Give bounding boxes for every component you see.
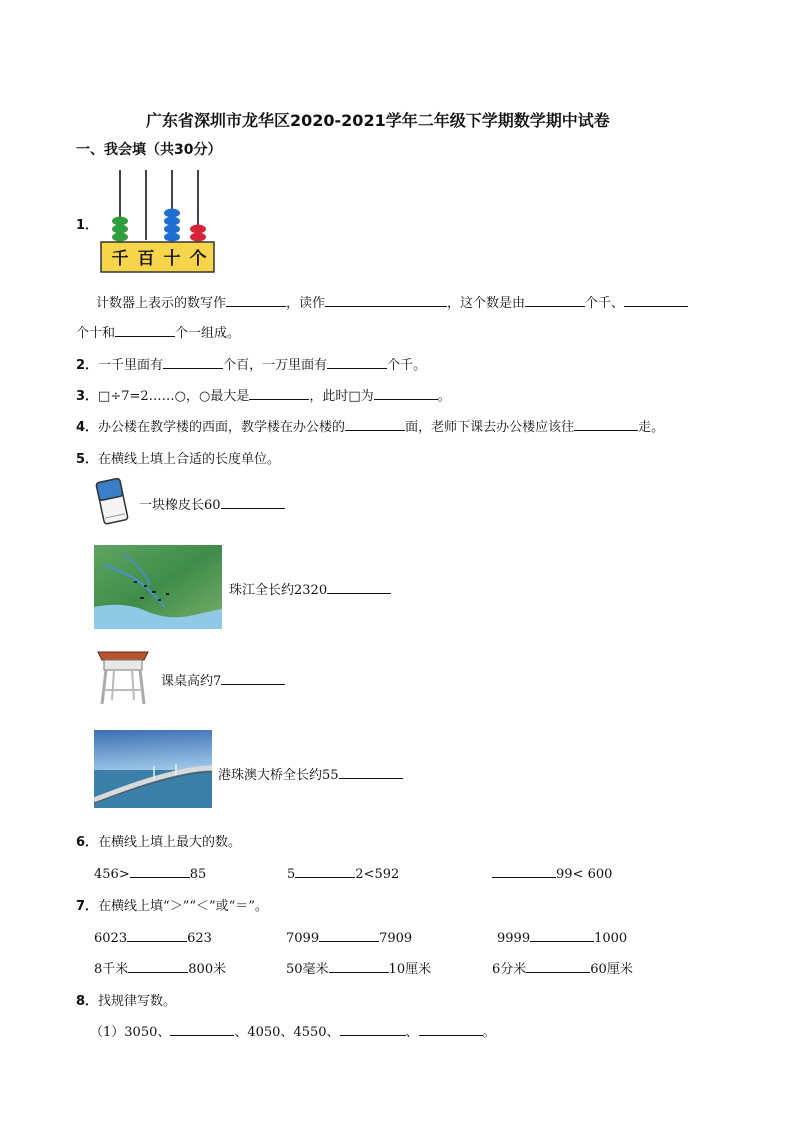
abacus-label-thousands: 千	[111, 249, 129, 269]
q7-row1-c: 9999 1000	[497, 927, 627, 946]
blank-q1-read[interactable]	[325, 292, 447, 307]
desk-image	[94, 646, 152, 708]
q7-row2-b: 50毫米 10厘米	[286, 958, 431, 977]
question-number-1: 1．	[76, 218, 99, 233]
blank-q6-a[interactable]	[130, 863, 190, 878]
blank-q4-direction-2[interactable]	[574, 416, 638, 431]
question-3: 3．□÷7=2……○，○最大是 ，此时□为 。	[76, 385, 451, 404]
blank-q7-5[interactable]	[329, 958, 389, 973]
pearl-river-map-image	[94, 545, 222, 629]
blank-q4-direction-1[interactable]	[345, 416, 405, 431]
question-1-line-1: 计数器上表示的数写作 ，读作 ，这个数是由 个千、	[96, 292, 688, 311]
q5-item-bridge: 港珠澳大桥全长约55	[218, 764, 403, 783]
blank-q8-1[interactable]	[170, 1021, 234, 1036]
red-beads	[190, 225, 206, 242]
blank-q8-3[interactable]	[419, 1021, 483, 1036]
q5-item-eraser: 一块橡皮长60	[139, 494, 285, 513]
abacus-label-tens: 十	[163, 249, 181, 269]
blank-q6-c[interactable]	[492, 863, 556, 878]
blank-q6-b[interactable]	[295, 863, 355, 878]
green-beads	[112, 217, 128, 242]
abacus-label-hundreds: 百	[137, 249, 155, 269]
q7-row2-c: 6分米 60厘米	[492, 958, 633, 977]
question-5: 5．在横线上填上合适的长度单位。	[76, 452, 281, 467]
blank-q5-desk[interactable]	[221, 670, 285, 685]
blank-q2-hundreds[interactable]	[163, 354, 223, 369]
blank-q1-thousands[interactable]	[525, 292, 585, 307]
blue-beads	[164, 209, 180, 242]
eraser-image	[94, 476, 132, 526]
blank-q7-4[interactable]	[128, 958, 188, 973]
q6-part-a: 456> 85	[94, 863, 206, 882]
q6-part-c: 99< 600	[492, 863, 612, 882]
question-4: 4．办公楼在教学楼的西面，教学楼在办公楼的 面，老师下课去办公楼应该往 走。	[76, 416, 664, 435]
blank-q5-bridge[interactable]	[339, 764, 403, 779]
abacus-image	[100, 168, 216, 274]
question-7: 7．在横线上填“＞”“＜”或“＝”。	[76, 899, 268, 914]
q7-row1-b: 7099 7909	[286, 927, 412, 946]
blank-q5-eraser[interactable]	[221, 494, 285, 509]
blank-q8-2[interactable]	[340, 1021, 406, 1036]
blank-q2-thousands[interactable]	[327, 354, 387, 369]
question-6: 6．在横线上填上最大的数。	[76, 835, 242, 850]
q8-part-1: （1）3050、 、4050、4550、 、 。	[90, 1021, 496, 1040]
question-8: 8．找规律写数。	[76, 994, 177, 1009]
q6-part-b: 5 2<592	[287, 863, 399, 882]
question-1-line-2: 个十和 个一组成。	[76, 322, 240, 341]
blank-q3-remainder[interactable]	[249, 385, 309, 400]
section-heading: 一、我会填（共30分）	[76, 142, 222, 158]
blank-q7-3[interactable]	[530, 927, 594, 942]
question-2: 2．一千里面有 个百，一万里面有 个千。	[76, 354, 426, 373]
blank-q5-river[interactable]	[327, 579, 391, 594]
blank-q7-1[interactable]	[127, 927, 187, 942]
blank-q1-tens[interactable]	[115, 322, 175, 337]
abacus-label-ones: 个	[189, 249, 207, 269]
bridge-image	[94, 730, 212, 808]
page-title: 广东省深圳市龙华区2020-2021学年二年级下学期数学期中试卷	[146, 111, 610, 130]
q5-item-desk: 课桌高约7	[161, 670, 285, 689]
blank-q3-dividend[interactable]	[374, 385, 438, 400]
q7-row1-a: 6023 623	[94, 927, 212, 946]
blank-q7-6[interactable]	[526, 958, 590, 973]
blank-q7-2[interactable]	[319, 927, 379, 942]
q5-item-pearl-river: 珠江全长约2320	[229, 579, 391, 598]
blank-q1-written[interactable]	[226, 292, 286, 307]
q7-row2-a: 8千米 800米	[94, 958, 226, 977]
blank-q1-hundreds[interactable]	[624, 292, 688, 307]
